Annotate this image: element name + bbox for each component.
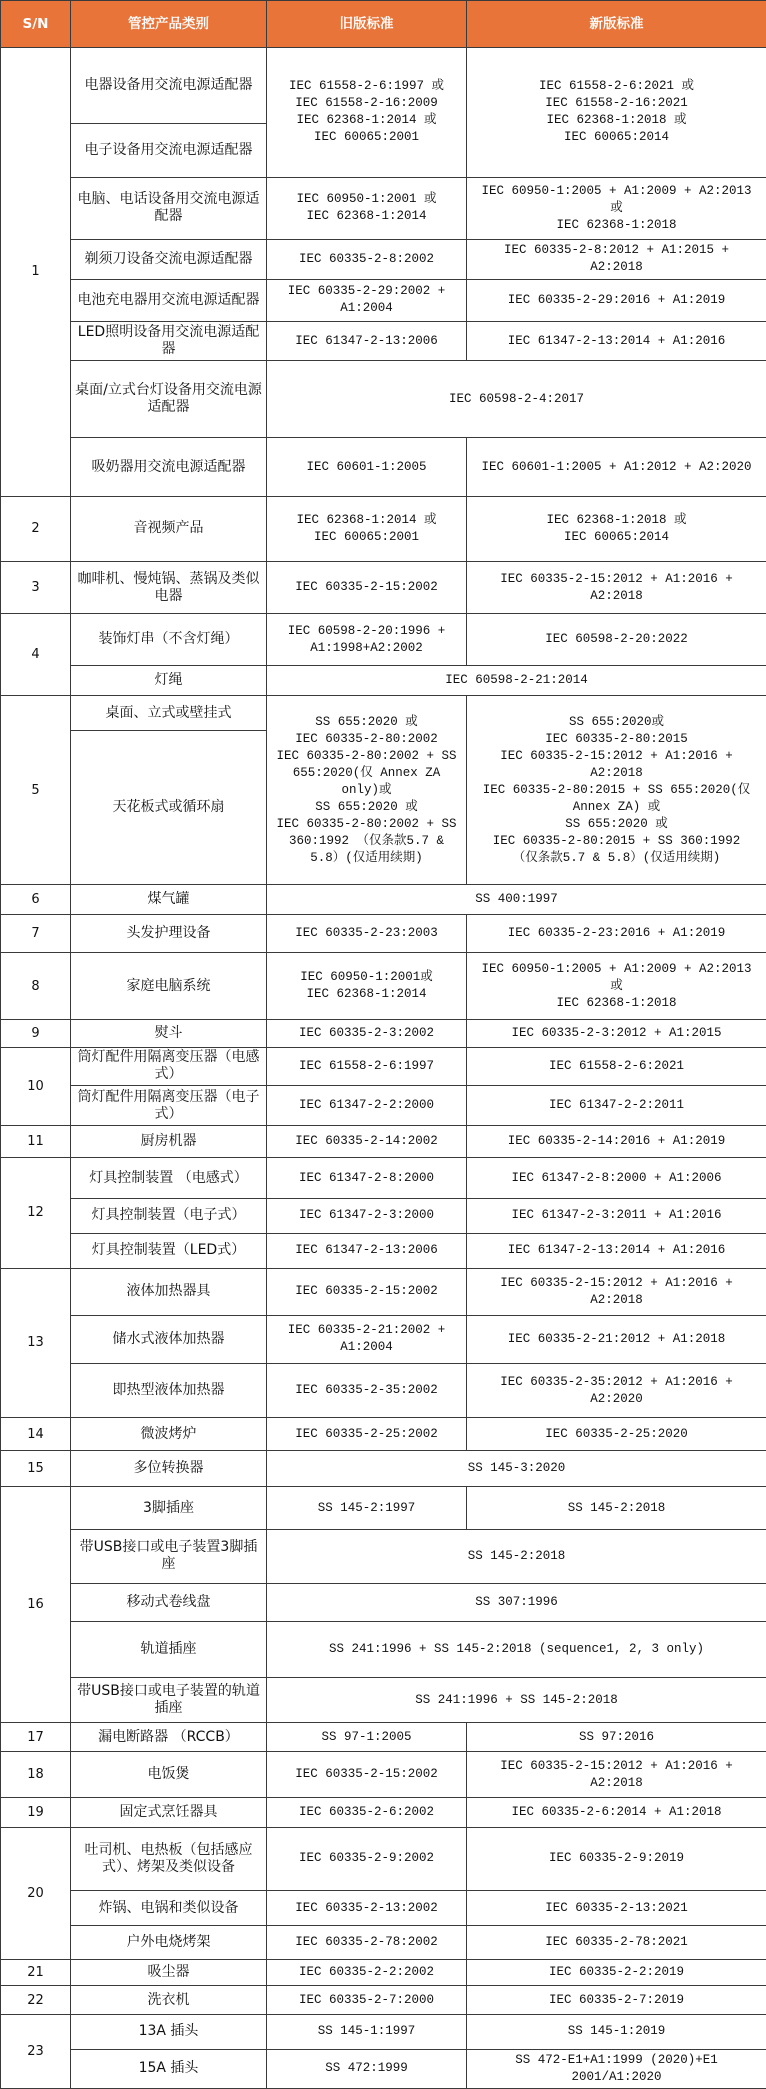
old-standard: SS 145-2:1997 bbox=[267, 1487, 467, 1529]
new-standard: IEC 60335-2-7:2019 bbox=[467, 1986, 766, 2015]
table-row bbox=[1, 1363, 766, 1417]
old-standard: IEC 60598-2-20:1996 + A1:1998+A2:2002 bbox=[267, 614, 467, 666]
new-standard: IEC 61347-2-13:2014 + A1:2016 bbox=[467, 1233, 766, 1268]
serial-number: 17 bbox=[1, 1723, 71, 1752]
old-standard: IEC 60335-2-6:2002 bbox=[267, 1797, 467, 1827]
merged-standard: SS 400:1997 bbox=[267, 885, 766, 915]
new-standard: IEC 60335-2-14:2016 + A1:2019 bbox=[467, 1126, 766, 1158]
product-category: 剃须刀设备交流电源适配器 bbox=[71, 239, 267, 279]
table-row bbox=[1, 1487, 766, 1529]
old-standard: IEC 60335-2-9:2002 bbox=[267, 1827, 467, 1890]
new-standard: IEC 60335-2-35:2012 + A1:2016 + A2:2020 bbox=[467, 1363, 766, 1417]
new-standard: IEC 60335-2-29:2016 + A1:2019 bbox=[467, 279, 766, 321]
old-standard: IEC 61558-2-6:1997 bbox=[267, 1047, 467, 1085]
serial-number: 7 bbox=[1, 915, 71, 953]
product-category: 多位转换器 bbox=[71, 1451, 267, 1487]
table-row bbox=[1, 1158, 766, 1199]
new-standard: IEC 60335-2-2:2019 bbox=[467, 1960, 766, 1986]
serial-number: 1 bbox=[1, 48, 71, 497]
old-standard: IEC 60335-2-15:2002 bbox=[267, 561, 467, 613]
old-standard: IEC 60335-2-13:2002 bbox=[267, 1890, 467, 1925]
old-standard: SS 145-1:1997 bbox=[267, 2015, 467, 2049]
old-standard: SS 472:1999 bbox=[267, 2049, 467, 2088]
product-category: 筒灯配件用隔离变压器（电子式） bbox=[71, 1085, 267, 1125]
product-category: 咖啡机、慢炖锅、蒸锅及类似电器 bbox=[71, 561, 267, 613]
serial-number: 10 bbox=[1, 1047, 71, 1125]
product-category: 桌面/立式台灯设备用交流电源适配器 bbox=[71, 361, 267, 438]
product-category: 3脚插座 bbox=[71, 1487, 267, 1529]
table-row bbox=[1, 561, 766, 613]
serial-number: 2 bbox=[1, 496, 71, 561]
merged-standard: SS 145-3:2020 bbox=[267, 1451, 766, 1487]
product-category: 吸奶器用交流电源适配器 bbox=[71, 438, 267, 496]
product-category: 厨房机器 bbox=[71, 1126, 267, 1158]
table-row bbox=[1, 1797, 766, 1827]
table-row bbox=[1, 1315, 766, 1363]
product-category: 灯具控制装置（电子式） bbox=[71, 1199, 267, 1233]
product-category: 带USB接口或电子装置的轨道插座 bbox=[71, 1678, 267, 1723]
merged-standard: SS 241:1996 + SS 145-2:2018 (sequence1, 2, 3 only) bbox=[267, 1621, 766, 1677]
merged-standard: SS 307:1996 bbox=[267, 1583, 766, 1621]
table-row bbox=[1, 1583, 766, 1621]
table-row bbox=[1, 1723, 766, 1752]
table-row bbox=[1, 696, 766, 730]
product-category: 移动式卷线盘 bbox=[71, 1583, 267, 1621]
product-category: LED照明设备用交流电源适配器 bbox=[71, 322, 267, 361]
new-standard: IEC 60335-2-6:2014 + A1:2018 bbox=[467, 1797, 766, 1827]
serial-number: 21 bbox=[1, 1960, 71, 1986]
old-standard: IEC 60335-2-2:2002 bbox=[267, 1960, 467, 1986]
serial-number: 14 bbox=[1, 1418, 71, 1451]
table-row bbox=[1, 1418, 766, 1451]
table-row bbox=[1, 953, 766, 1019]
serial-number: 3 bbox=[1, 561, 71, 613]
new-standard: SS 145-1:2019 bbox=[467, 2015, 766, 2049]
serial-number: 18 bbox=[1, 1752, 71, 1797]
old-standard: IEC 61347-2-13:2006 bbox=[267, 322, 467, 361]
serial-number: 11 bbox=[1, 1126, 71, 1158]
product-category: 吐司机、电热板（包括感应式）、烤架及类似设备 bbox=[71, 1827, 267, 1890]
new-standard: IEC 62368-1:2018 或 IEC 60065:2014 bbox=[467, 496, 766, 561]
merged-standard: SS 241:1996 + SS 145-2:2018 bbox=[267, 1678, 766, 1723]
product-category: 液体加热器具 bbox=[71, 1268, 267, 1315]
table-row bbox=[1, 1233, 766, 1268]
new-standard: IEC 60335-2-21:2012 + A1:2018 bbox=[467, 1315, 766, 1363]
old-standard: IEC 60335-2-25:2002 bbox=[267, 1418, 467, 1451]
table-row bbox=[1, 614, 766, 666]
table-row bbox=[1, 438, 766, 496]
new-standard: IEC 60601-1:2005 + A1:2012 + A2:2020 bbox=[467, 438, 766, 496]
old-standard: IEC 60335-2-15:2002 bbox=[267, 1752, 467, 1797]
table-row bbox=[1, 239, 766, 279]
product-category: 煤气罐 bbox=[71, 885, 267, 915]
serial-number: 20 bbox=[1, 1827, 71, 1959]
new-standard: SS 472-E1+A1:1999 (2020)+E1 2001/A1:2020 bbox=[467, 2049, 766, 2088]
new-standard: SS 655:2020或 IEC 60335-2-80:2015 IEC 60335-2-15:2012 + A1:2016 + A2:2018 IEC 60335-2-80:2015 + SS 655:2020(仅 Annex ZA) 或 SS 655:2020 或 IEC 60335-2-80:2015 + SS 360:1992 （仅条款5.7 & 5.8）(仅适用续期) bbox=[467, 696, 766, 885]
table-row bbox=[1, 1890, 766, 1925]
header-old-standard: 旧版标准 bbox=[267, 1, 467, 48]
product-category: 洗衣机 bbox=[71, 1986, 267, 2015]
table-row bbox=[1, 496, 766, 561]
old-standard: IEC 62368-1:2014 或 IEC 60065:2001 bbox=[267, 496, 467, 561]
table-row bbox=[1, 1986, 766, 2015]
table-row bbox=[1, 1451, 766, 1487]
table-row bbox=[1, 2015, 766, 2049]
new-standard: IEC 61347-2-3:2011 + A1:2016 bbox=[467, 1199, 766, 1233]
table-row bbox=[1, 1926, 766, 1960]
old-standard: IEC 60335-2-14:2002 bbox=[267, 1126, 467, 1158]
serial-number: 12 bbox=[1, 1158, 71, 1268]
table-row bbox=[1, 361, 766, 438]
header-new-standard: 新版标准 bbox=[467, 1, 766, 48]
product-category: 即热型液体加热器 bbox=[71, 1363, 267, 1417]
new-standard: IEC 60335-2-25:2020 bbox=[467, 1418, 766, 1451]
product-category: 天花板式或循环扇 bbox=[71, 730, 267, 885]
product-category: 家庭电脑系统 bbox=[71, 953, 267, 1019]
new-standard: IEC 61347-2-2:2011 bbox=[467, 1085, 766, 1125]
product-category: 炸锅、电锅和类似设备 bbox=[71, 1890, 267, 1925]
serial-number: 6 bbox=[1, 885, 71, 915]
old-standard: IEC 60335-2-7:2000 bbox=[267, 1986, 467, 2015]
new-standard: IEC 60335-2-9:2019 bbox=[467, 1827, 766, 1890]
product-category: 吸尘器 bbox=[71, 1960, 267, 1986]
product-category: 电脑、电话设备用交流电源适配器 bbox=[71, 177, 267, 239]
header-category: 管控产品类别 bbox=[71, 1, 267, 48]
serial-number: 19 bbox=[1, 1797, 71, 1827]
new-standard: IEC 61347-2-8:2000 + A1:2006 bbox=[467, 1158, 766, 1199]
old-standard: IEC 61347-2-3:2000 bbox=[267, 1199, 467, 1233]
old-standard: IEC 60950-1:2001或 IEC 62368-1:2014 bbox=[267, 953, 467, 1019]
table-row bbox=[1, 885, 766, 915]
product-category: 筒灯配件用隔离变压器（电感式） bbox=[71, 1047, 267, 1085]
product-category: 微波烤炉 bbox=[71, 1418, 267, 1451]
product-category: 音视频产品 bbox=[71, 496, 267, 561]
old-standard: IEC 61347-2-13:2006 bbox=[267, 1233, 467, 1268]
table-row bbox=[1, 2049, 766, 2088]
old-standard: IEC 60335-2-29:2002 + A1:2004 bbox=[267, 279, 467, 321]
product-category: 桌面、立式或壁挂式 bbox=[71, 696, 267, 730]
serial-number: 8 bbox=[1, 953, 71, 1019]
serial-number: 5 bbox=[1, 696, 71, 885]
table-row bbox=[1, 322, 766, 361]
merged-standard: IEC 60598-2-21:2014 bbox=[267, 666, 766, 696]
new-standard: SS 145-2:2018 bbox=[467, 1487, 766, 1529]
new-standard: IEC 60335-2-23:2016 + A1:2019 bbox=[467, 915, 766, 953]
old-standard: IEC 60335-2-23:2003 bbox=[267, 915, 467, 953]
new-standard: IEC 60335-2-8:2012 + A1:2015 + A2:2018 bbox=[467, 239, 766, 279]
product-category: 电池充电器用交流电源适配器 bbox=[71, 279, 267, 321]
table-row bbox=[1, 48, 766, 124]
product-category: 带USB接口或电子装置3脚插座 bbox=[71, 1529, 267, 1583]
old-standard: IEC 61347-2-2:2000 bbox=[267, 1085, 467, 1125]
new-standard: IEC 60335-2-15:2012 + A1:2016 + A2:2018 bbox=[467, 1752, 766, 1797]
serial-number: 23 bbox=[1, 2015, 71, 2089]
serial-number: 15 bbox=[1, 1451, 71, 1487]
merged-standard: IEC 60598-2-4:2017 bbox=[267, 361, 766, 438]
old-standard: IEC 60335-2-35:2002 bbox=[267, 1363, 467, 1417]
serial-number: 13 bbox=[1, 1268, 71, 1418]
new-standard: IEC 60950-1:2005 + A1:2009 + A2:2013 或 IEC 62368-1:2018 bbox=[467, 177, 766, 239]
new-standard: IEC 60335-2-3:2012 + A1:2015 bbox=[467, 1019, 766, 1047]
old-standard: IEC 60950-1:2001 或 IEC 62368-1:2014 bbox=[267, 177, 467, 239]
product-category: 漏电断路器 （RCCB） bbox=[71, 1723, 267, 1752]
new-standard: IEC 60335-2-15:2012 + A1:2016 + A2:2018 bbox=[467, 1268, 766, 1315]
table-row bbox=[1, 1960, 766, 1986]
serial-number: 16 bbox=[1, 1487, 71, 1723]
product-category: 储水式液体加热器 bbox=[71, 1315, 267, 1363]
table-row bbox=[1, 1047, 766, 1085]
serial-number: 9 bbox=[1, 1019, 71, 1047]
old-standard: IEC 60335-2-21:2002 + A1:2004 bbox=[267, 1315, 467, 1363]
product-category: 电器设备用交流电源适配器 bbox=[71, 48, 267, 124]
product-category: 灯绳 bbox=[71, 666, 267, 696]
new-standard: SS 97:2016 bbox=[467, 1723, 766, 1752]
table-row bbox=[1, 1827, 766, 1890]
table-row bbox=[1, 279, 766, 321]
old-standard: IEC 60335-2-3:2002 bbox=[267, 1019, 467, 1047]
new-standard: IEC 61558-2-6:2021 bbox=[467, 1047, 766, 1085]
old-standard: IEC 61558-2-6:1997 或 IEC 61558-2-16:2009 IEC 62368-1:2014 或 IEC 60065:2001 bbox=[267, 48, 467, 178]
new-standard: IEC 60335-2-13:2021 bbox=[467, 1890, 766, 1925]
old-standard: IEC 60335-2-15:2002 bbox=[267, 1268, 467, 1315]
product-category: 灯具控制装置（LED式） bbox=[71, 1233, 267, 1268]
old-standard: IEC 60335-2-8:2002 bbox=[267, 239, 467, 279]
header-sn: S/N bbox=[1, 1, 71, 48]
merged-standard: SS 145-2:2018 bbox=[267, 1529, 766, 1583]
new-standard: IEC 60335-2-15:2012 + A1:2016 + A2:2018 bbox=[467, 561, 766, 613]
table-row bbox=[1, 1268, 766, 1315]
new-standard: IEC 60598-2-20:2022 bbox=[467, 614, 766, 666]
old-standard: SS 97-1:2005 bbox=[267, 1723, 467, 1752]
table-row bbox=[1, 1621, 766, 1677]
new-standard: IEC 60950-1:2005 + A1:2009 + A2:2013 或 IEC 62368-1:2018 bbox=[467, 953, 766, 1019]
new-standard: IEC 61347-2-13:2014 + A1:2016 bbox=[467, 322, 766, 361]
table-row bbox=[1, 1678, 766, 1723]
table-row bbox=[1, 1199, 766, 1233]
table-row bbox=[1, 666, 766, 696]
table-row bbox=[1, 1085, 766, 1125]
product-category: 灯具控制装置 （电感式） bbox=[71, 1158, 267, 1199]
product-category: 电子设备用交流电源适配器 bbox=[71, 124, 267, 177]
table-row bbox=[1, 1529, 766, 1583]
table-row bbox=[1, 1752, 766, 1797]
new-standard: IEC 61558-2-6:2021 或 IEC 61558-2-16:2021 IEC 62368-1:2018 或 IEC 60065:2014 bbox=[467, 48, 766, 178]
product-category: 户外电烧烤架 bbox=[71, 1926, 267, 1960]
table-row bbox=[1, 915, 766, 953]
table-row bbox=[1, 177, 766, 239]
old-standard: IEC 61347-2-8:2000 bbox=[267, 1158, 467, 1199]
table-row bbox=[1, 1019, 766, 1047]
product-category: 装饰灯串（不含灯绳） bbox=[71, 614, 267, 666]
table-row bbox=[1, 1126, 766, 1158]
product-category: 电饭煲 bbox=[71, 1752, 267, 1797]
old-standard: SS 655:2020 或 IEC 60335-2-80:2002 IEC 60335-2-80:2002 + SS 655:2020(仅 Annex ZA only)或 SS 655:2020 或 IEC 60335-2-80:2002 + SS 360:1992 （仅条款5.7 & 5.8）(仅适用续期) bbox=[267, 696, 467, 885]
old-standard: IEC 60601-1:2005 bbox=[267, 438, 467, 496]
product-category: 熨斗 bbox=[71, 1019, 267, 1047]
product-category: 头发护理设备 bbox=[71, 915, 267, 953]
product-category: 15A 插头 bbox=[71, 2049, 267, 2088]
table-body bbox=[1, 48, 766, 2089]
product-category: 轨道插座 bbox=[71, 1621, 267, 1677]
product-category: 固定式烹饪器具 bbox=[71, 1797, 267, 1827]
serial-number: 22 bbox=[1, 1986, 71, 2015]
product-category: 13A 插头 bbox=[71, 2015, 267, 2049]
header-row bbox=[1, 1, 766, 48]
new-standard: IEC 60335-2-78:2021 bbox=[467, 1926, 766, 1960]
serial-number: 4 bbox=[1, 614, 71, 696]
old-standard: IEC 60335-2-78:2002 bbox=[267, 1926, 467, 1960]
